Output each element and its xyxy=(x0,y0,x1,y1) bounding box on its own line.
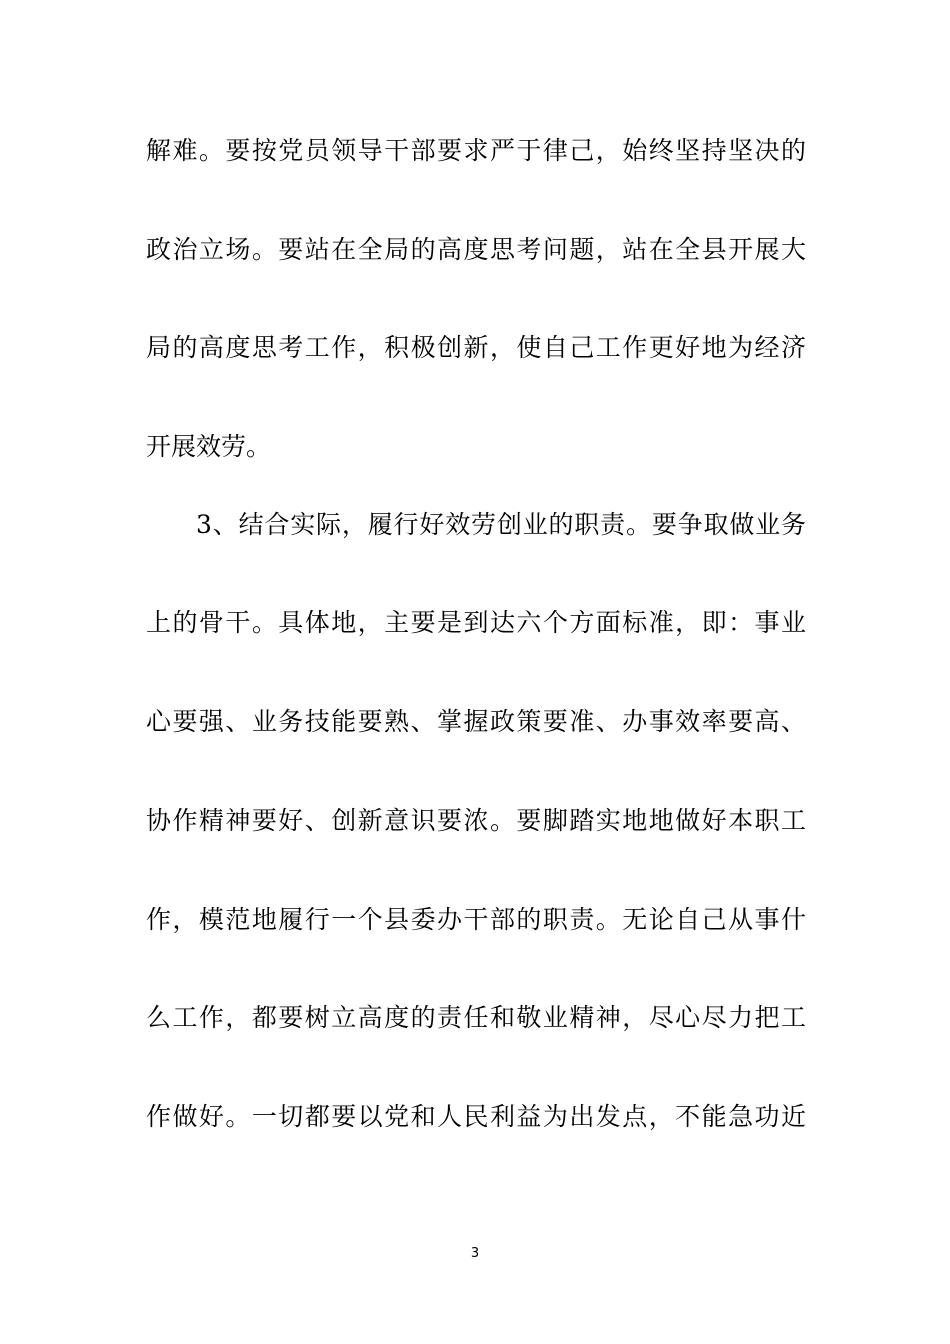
text-line: 3、结合实际，履行好效劳创业的职责。要争取做业务 xyxy=(196,510,806,539)
text-line: 作，模范地履行一个县委办干部的职责。无论自己从事什 xyxy=(146,905,806,934)
text-line: 局的高度思考工作，积极创新，使自己工作更好地为经济 xyxy=(146,333,806,362)
text-line: 上的骨干。具体地，主要是到达六个方面标准，即：事业 xyxy=(146,608,806,637)
text-line: 协作精神要好、创新意识要浓。要脚踏实地地做好本职工 xyxy=(146,806,806,835)
text-line: 政治立场。要站在全局的高度思考问题，站在全县开展大 xyxy=(146,235,806,264)
text-line: 解难。要按党员领导干部要求严于律己，始终坚持坚决的 xyxy=(146,136,806,165)
text-line: 作做好。一切都要以党和人民利益为出发点，不能急功近 xyxy=(146,1102,806,1131)
text-line: 开展效劳。 xyxy=(146,432,272,461)
text-line: 心要强、业务技能要熟、掌握政策要准、办事效率要高、 xyxy=(146,707,806,736)
text-line: 么工作，都要树立高度的责任和敬业精神，尽心尽力把工 xyxy=(146,1003,806,1032)
page-number: 3 xyxy=(470,1246,480,1261)
